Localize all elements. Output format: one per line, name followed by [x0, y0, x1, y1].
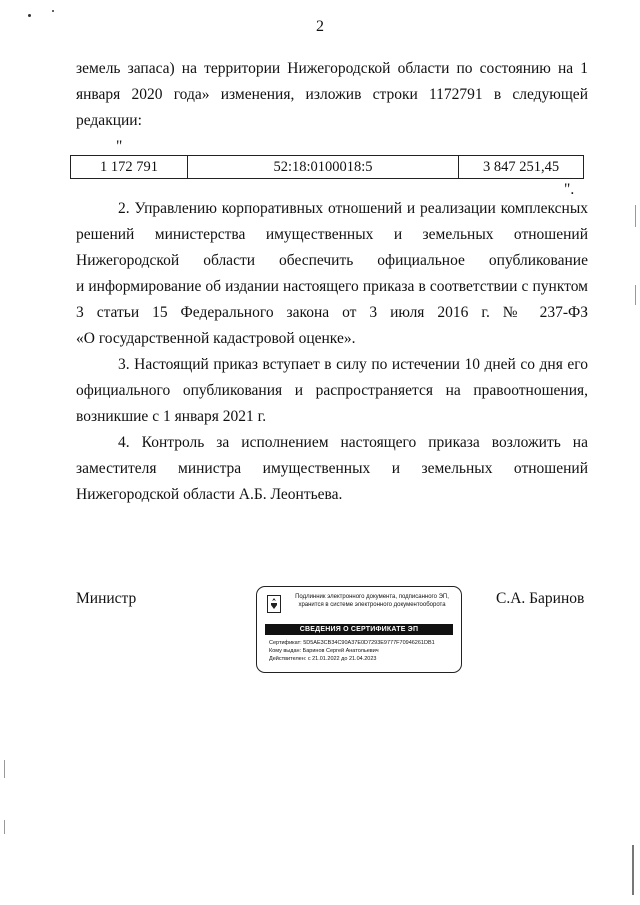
scan-edge-mark — [4, 820, 5, 834]
intro-line: января 2020 года» изменения, изложив строки 1172791 в следующей — [76, 86, 588, 103]
scan-edge-mark — [635, 285, 636, 305]
scan-speck — [28, 14, 31, 17]
signatory-name: С.А. Баринов — [496, 590, 585, 607]
scan-edge-mark — [4, 760, 5, 778]
table-cell-cadastral-number: 52:18:0100018:5 — [187, 156, 458, 178]
paragraph-line: и информирование об издании настоящего приказа в соответствии с пунктом — [76, 278, 588, 295]
scan-speck — [52, 10, 54, 12]
paragraph-line: 2. Управлению корпоративных отношений и реализации комплексных — [118, 200, 588, 217]
paragraph-line: Нижегородской области обеспечить официальное опубликование — [76, 252, 588, 269]
paragraph-line: заместителя министра имущественных и земельных отношений — [76, 460, 588, 477]
paragraph-line: «О государственной кадастровой оценке». — [76, 330, 356, 347]
paragraph-line: решений министерства имущественных и земельных отношений — [76, 226, 588, 243]
coat-of-arms-icon — [267, 595, 281, 613]
stamp-notice — [287, 593, 457, 609]
stamp-notice-line: Подлинник электронного документа, подписанного ЭП, — [295, 594, 449, 600]
page-number: 2 — [316, 18, 324, 35]
paragraph-line: 4. Контроль за исполнением настоящего приказа возложить на — [118, 434, 588, 451]
signatory-position: Министр — [76, 590, 137, 607]
table-cell-value: 3 847 251,45 — [458, 156, 583, 178]
paragraph-line: 3 статьи 15 Федерального закона от 3 июля 2016 г. № 237-ФЗ — [76, 304, 588, 321]
table-cell-row-number: 1 172 791 — [100, 158, 158, 175]
stamp-notice-line: хранится в системе электронного документооборота — [298, 602, 446, 608]
paragraph-line: официального опубликования и распространяется на правоотношения, — [76, 382, 588, 399]
scan-edge-mark — [635, 205, 636, 227]
quote-close: ". — [564, 181, 575, 198]
stamp-issued-to: Кому выдан: Баринов Сергей Анатольевич — [269, 648, 379, 654]
stamp-certificate: Сертификат: 5D5AE3CB34C90A37E0D7293E9777F70946261DB1 — [269, 640, 435, 646]
paragraph-line: Нижегородской области А.Б. Леонтьева. — [76, 486, 343, 503]
paragraph-line: 3. Настоящий приказ вступает в силу по истечении 10 дней со дня его — [118, 356, 588, 373]
intro-line: земель запаса) на территории Нижегородской области по состоянию на 1 — [76, 60, 588, 77]
paragraph-line: возникшие с 1 января 2021 г. — [76, 408, 267, 425]
electronic-signature-stamp — [256, 586, 462, 673]
data-table-row — [70, 155, 584, 179]
scan-edge-mark — [632, 845, 634, 895]
stamp-validity: Действителен: с 21.01.2022 до 21.04.2023 — [269, 656, 377, 662]
quote-open: " — [116, 138, 123, 155]
intro-line: редакции: — [76, 112, 142, 129]
stamp-title: СВЕДЕНИЯ О СЕРТИФИКАТЕ ЭП — [265, 624, 453, 635]
